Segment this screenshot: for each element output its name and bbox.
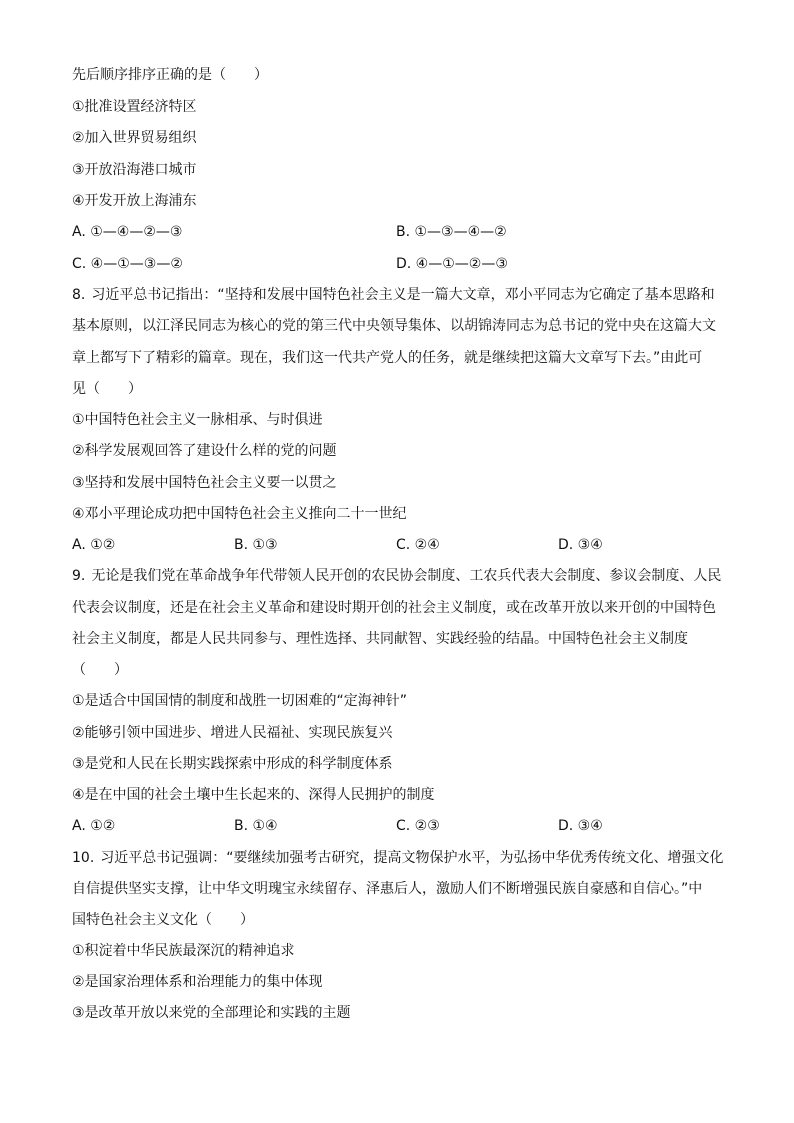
q7-option-a[interactable]: A. ①—④—②—③ xyxy=(72,224,183,240)
q7-stem-tail: 先后顺序排序正确的是（ ） xyxy=(72,67,268,83)
q7-item-1: ①批准设置经济特区 xyxy=(72,99,197,115)
q8-stem-line-2: 基本原则，以江泽民同志为核心的党的第三代中央领导集体、以胡锦涛同志为总书记的党中央在这篇大文 xyxy=(72,318,716,334)
q8-number: 8. xyxy=(72,287,86,303)
q9-stem-line-3: 社会主义制度，都是人民共同参与、理性选择、共同献智、实践经验的结晶。中国特色社会主义制度 xyxy=(72,631,688,647)
q9-item-2: ②能够引领中国进步、增进人民福祉、实现民族复兴 xyxy=(72,725,393,741)
q8-option-b[interactable]: B. ①③ xyxy=(234,537,278,553)
q7-item-3: ③开放沿海港口城市 xyxy=(72,162,197,178)
q8-item-3: ③坚持和发展中国特色社会主义要一以贯之 xyxy=(72,475,337,491)
q10-stem-line-1: 10. 习近平总书记强调：“要继续加强考古研究，提高文物保护水平，为弘扬中华优秀传统文化、增强文化 xyxy=(72,850,724,866)
q10-number: 10. xyxy=(72,850,95,866)
q7-item-2: ②加入世界贸易组织 xyxy=(72,130,197,146)
q8-stem-line-4: 见（ ） xyxy=(72,381,142,397)
q10-stem-line-3: 国特色社会主义文化（ ） xyxy=(72,912,254,928)
q7-option-c[interactable]: C. ④—①—③—② xyxy=(72,256,183,272)
q9-item-1: ①是适合中国国情的制度和战胜一切困难的“定海神针” xyxy=(72,693,408,709)
q9-option-b[interactable]: B. ①④ xyxy=(234,818,278,834)
q8-item-2: ②科学发展观回答了建设什么样的党的问题 xyxy=(72,443,337,459)
q9-item-3: ③是党和人民在长期实践探索中形成的科学制度体系 xyxy=(72,756,393,772)
q9-option-c[interactable]: C. ②③ xyxy=(396,818,440,834)
q8-option-d[interactable]: D. ③④ xyxy=(558,537,603,553)
q8-stem-line-1: 8. 习近平总书记指出：“坚持和发展中国特色社会主义是一篇大文章，邓小平同志为它确定了基本思路和 xyxy=(72,287,715,303)
q9-stem-line-2: 代表会议制度，还是在社会主义革命和建设时期开创的社会主义制度，或在改革开放以来开创的中国特色 xyxy=(72,600,716,616)
q8-stem-line-3: 章上都写下了精彩的篇章。现在，我们这一代共产党人的任务，就是继续把这篇大文章写下去。”由此可 xyxy=(72,350,703,366)
q9-item-4: ④是在中国的社会土壤中生长起来的、深得人民拥护的制度 xyxy=(72,787,435,803)
q9-option-a[interactable]: A. ①② xyxy=(72,818,116,834)
q8-item-1: ①中国特色社会主义一脉相承、与时俱进 xyxy=(72,412,323,428)
q8-item-4: ④邓小平理论成功把中国特色社会主义推向二十一世纪 xyxy=(72,506,407,522)
q9-stem-line-4: （ ） xyxy=(72,662,128,678)
q10-item-1: ①积淀着中华民族最深沉的精神追求 xyxy=(72,943,295,959)
q10-item-3: ③是改革开放以来党的全部理论和实践的主题 xyxy=(72,1005,351,1021)
q7-option-d[interactable]: D. ④—①—②—③ xyxy=(396,256,508,272)
q9-option-d[interactable]: D. ③④ xyxy=(558,818,603,834)
q8-option-a[interactable]: A. ①② xyxy=(72,537,116,553)
q7-item-4: ④开发开放上海浦东 xyxy=(72,193,197,209)
q8-option-c[interactable]: C. ②④ xyxy=(396,537,440,553)
q10-item-2: ②是国家治理体系和治理能力的集中体现 xyxy=(72,974,323,990)
q10-stem-line-2: 自信提供坚实支撑，让中华文明瑰宝永续留存、泽惠后人，激励人们不断增强民族自豪感和自信心。”中 xyxy=(72,881,703,897)
q9-stem-line-1: 9. 无论是我们党在革命战争年代带领人民开创的农民协会制度、工农兵代表大会制度、参议会制度、人民 xyxy=(72,568,722,584)
q9-number: 9. xyxy=(72,568,86,584)
q7-option-b[interactable]: B. ①—③—④—② xyxy=(396,224,507,240)
